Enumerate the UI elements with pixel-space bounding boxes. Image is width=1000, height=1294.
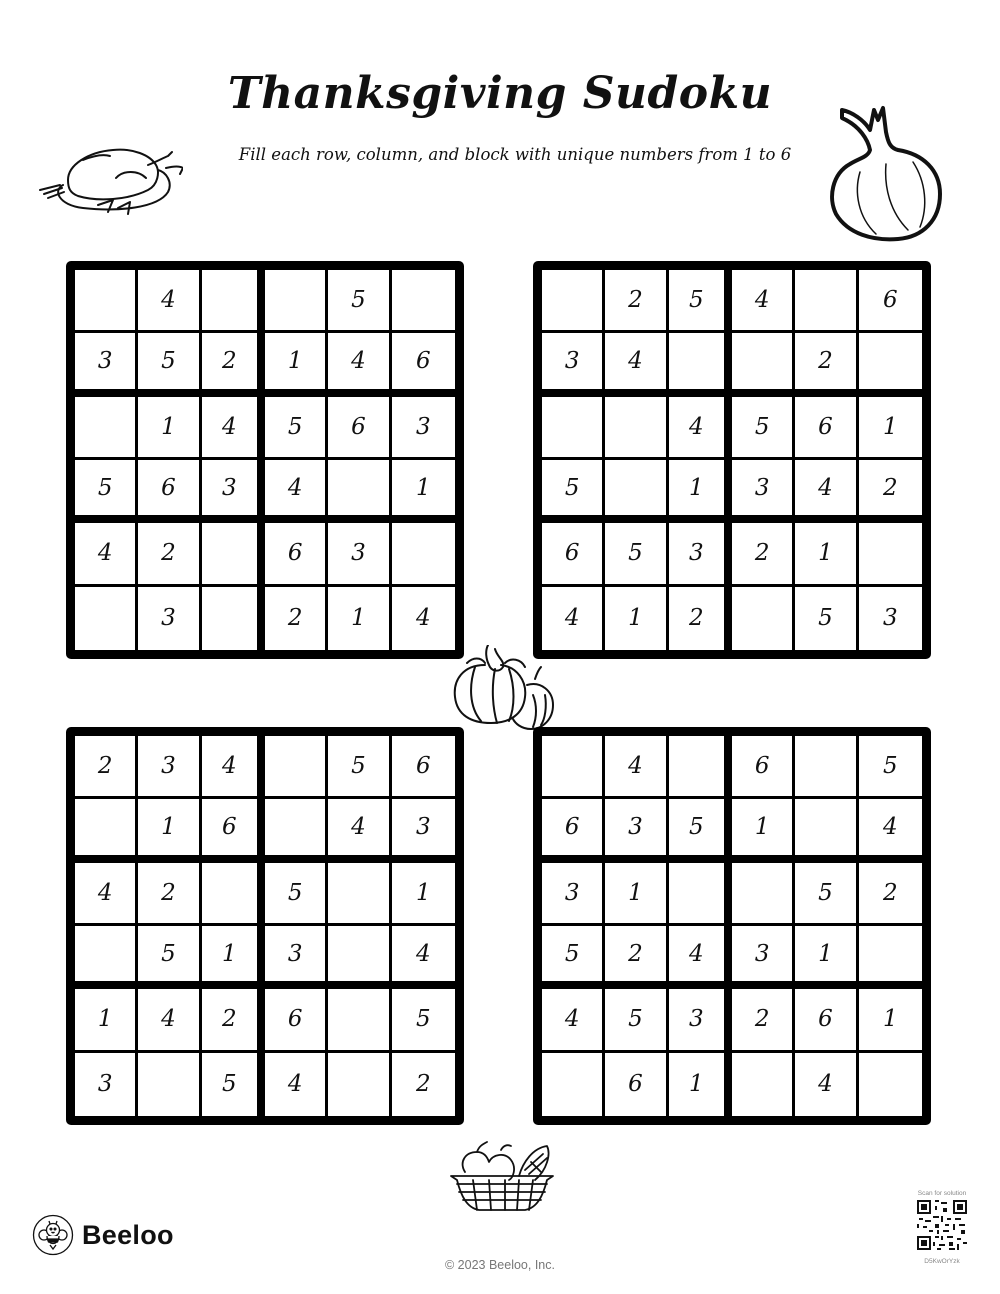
qr-code-id: D5KwOrYzk	[924, 1258, 960, 1265]
sudoku-cell[interactable]: 5	[138, 926, 201, 989]
sudoku-cell[interactable]: 3	[265, 926, 328, 989]
sudoku-cell[interactable]: 4	[75, 523, 138, 586]
sudoku-cell[interactable]: 1	[392, 863, 455, 926]
sudoku-cell[interactable]: 1	[328, 587, 391, 650]
onion-icon	[828, 102, 946, 242]
sudoku-cell[interactable]: 1	[732, 799, 795, 862]
sudoku-cell[interactable]: 2	[669, 587, 732, 650]
sudoku-cell[interactable]: 6	[859, 270, 922, 333]
sudoku-cell[interactable]: 4	[392, 587, 455, 650]
solution-qr[interactable]	[913, 1190, 971, 1265]
sudoku-cell[interactable]: 4	[795, 1053, 858, 1116]
sudoku-cell[interactable]	[795, 270, 858, 333]
sudoku-cell[interactable]: 6	[795, 989, 858, 1052]
sudoku-cell[interactable]: 4	[859, 799, 922, 862]
sudoku-cell[interactable]	[75, 270, 138, 333]
sudoku-cell[interactable]: 6	[392, 736, 455, 799]
sudoku-cell[interactable]: 6	[392, 333, 455, 396]
sudoku-cell[interactable]	[859, 1053, 922, 1116]
sudoku-cell[interactable]: 6	[542, 799, 605, 862]
sudoku-cell[interactable]	[732, 587, 795, 650]
sudoku-cell[interactable]: 2	[392, 1053, 455, 1116]
sudoku-cell[interactable]: 5	[328, 270, 391, 333]
page-title: Thanksgiving Sudoku	[227, 68, 773, 119]
sudoku-cell[interactable]: 6	[605, 1053, 668, 1116]
sudoku-cell[interactable]: 1	[669, 460, 732, 523]
sudoku-cell[interactable]: 5	[265, 397, 328, 460]
sudoku-cell[interactable]: 2	[605, 926, 668, 989]
sudoku-cell[interactable]: 3	[138, 736, 201, 799]
sudoku-cell[interactable]: 3	[328, 523, 391, 586]
sudoku-cell[interactable]: 4	[265, 460, 328, 523]
sudoku-cell[interactable]: 2	[75, 736, 138, 799]
sudoku-cell[interactable]: 4	[138, 989, 201, 1052]
sudoku-cell[interactable]: 3	[75, 333, 138, 396]
sudoku-cell[interactable]: 1	[75, 989, 138, 1052]
sudoku-cell[interactable]: 5	[795, 863, 858, 926]
sudoku-cell[interactable]: 6	[265, 523, 328, 586]
sudoku-cell[interactable]	[542, 270, 605, 333]
sudoku-cell[interactable]: 5	[542, 926, 605, 989]
sudoku-cell[interactable]	[328, 863, 391, 926]
sudoku-cell[interactable]	[138, 1053, 201, 1116]
sudoku-cell[interactable]	[202, 587, 265, 650]
sudoku-cell[interactable]: 3	[75, 1053, 138, 1116]
sudoku-cell[interactable]	[542, 736, 605, 799]
sudoku-cell[interactable]: 5	[669, 270, 732, 333]
sudoku-cell[interactable]: 5	[732, 397, 795, 460]
brand-name: Beeloo	[82, 1219, 174, 1250]
sudoku-cell[interactable]: 1	[265, 333, 328, 396]
sudoku-cell[interactable]	[732, 333, 795, 396]
sudoku-cell[interactable]: 4	[605, 333, 668, 396]
sudoku-cell[interactable]	[202, 863, 265, 926]
sudoku-cell[interactable]: 2	[859, 460, 922, 523]
sudoku-cell[interactable]: 4	[202, 736, 265, 799]
sudoku-cell[interactable]: 4	[265, 1053, 328, 1116]
sudoku-cell[interactable]: 4	[138, 270, 201, 333]
sudoku-cell[interactable]: 5	[795, 587, 858, 650]
sudoku-grid-1	[66, 261, 464, 659]
sudoku-cell[interactable]: 6	[328, 397, 391, 460]
sudoku-cell[interactable]: 4	[795, 460, 858, 523]
sudoku-cell[interactable]: 2	[732, 989, 795, 1052]
sudoku-cell[interactable]: 2	[605, 270, 668, 333]
sudoku-cell[interactable]: 1	[795, 523, 858, 586]
sudoku-cell[interactable]	[392, 523, 455, 586]
sudoku-cell[interactable]	[605, 460, 668, 523]
sudoku-cell[interactable]: 3	[669, 523, 732, 586]
sudoku-cell[interactable]: 2	[859, 863, 922, 926]
qr-label: Scan for solution	[917, 1190, 967, 1197]
sudoku-cell[interactable]	[75, 587, 138, 650]
sudoku-cell[interactable]: 5	[669, 799, 732, 862]
sudoku-cell[interactable]: 2	[202, 989, 265, 1052]
sudoku-cell[interactable]: 5	[75, 460, 138, 523]
sudoku-cell[interactable]: 6	[732, 736, 795, 799]
sudoku-cell[interactable]: 1	[605, 863, 668, 926]
sudoku-cell[interactable]	[859, 333, 922, 396]
brand-logo	[32, 1214, 174, 1256]
sudoku-cell[interactable]	[75, 799, 138, 862]
sudoku-cell[interactable]: 1	[859, 989, 922, 1052]
sudoku-grid-4	[533, 727, 931, 1125]
sudoku-cell[interactable]	[328, 926, 391, 989]
sudoku-cell[interactable]: 6	[265, 989, 328, 1052]
sudoku-cell[interactable]: 4	[542, 989, 605, 1052]
sudoku-cell[interactable]	[392, 270, 455, 333]
sudoku-cell[interactable]: 5	[265, 863, 328, 926]
sudoku-cell[interactable]: 5	[605, 989, 668, 1052]
sudoku-cell[interactable]: 3	[732, 926, 795, 989]
sudoku-cell[interactable]	[75, 926, 138, 989]
sudoku-cell[interactable]: 3	[732, 460, 795, 523]
sudoku-cell[interactable]: 2	[795, 333, 858, 396]
sudoku-cell[interactable]: 1	[138, 397, 201, 460]
sudoku-cell[interactable]: 4	[202, 397, 265, 460]
sudoku-cell[interactable]: 2	[202, 333, 265, 396]
sudoku-cell[interactable]	[669, 863, 732, 926]
sudoku-cell[interactable]	[669, 736, 732, 799]
sudoku-cell[interactable]: 4	[328, 799, 391, 862]
sudoku-cell[interactable]: 3	[392, 799, 455, 862]
sudoku-cell[interactable]	[732, 1053, 795, 1116]
sudoku-cell[interactable]	[795, 799, 858, 862]
sudoku-cell[interactable]	[542, 397, 605, 460]
sudoku-cell[interactable]: 5	[859, 736, 922, 799]
sudoku-cell[interactable]: 3	[669, 989, 732, 1052]
sudoku-cell[interactable]: 5	[202, 1053, 265, 1116]
bee-icon	[32, 1214, 74, 1256]
sudoku-cell[interactable]: 3	[542, 333, 605, 396]
sudoku-grid-2	[533, 261, 931, 659]
sudoku-cell[interactable]: 4	[669, 926, 732, 989]
sudoku-cell[interactable]: 3	[392, 397, 455, 460]
sudoku-cell[interactable]: 2	[138, 863, 201, 926]
basket-icon	[447, 1140, 557, 1212]
sudoku-cell[interactable]: 1	[669, 1053, 732, 1116]
sudoku-cell[interactable]: 1	[795, 926, 858, 989]
sudoku-cell[interactable]: 3	[605, 799, 668, 862]
sudoku-cell[interactable]	[732, 863, 795, 926]
sudoku-cell[interactable]	[75, 397, 138, 460]
sudoku-cell[interactable]: 4	[605, 736, 668, 799]
qr-code-icon	[917, 1200, 967, 1250]
sudoku-cell[interactable]: 1	[859, 397, 922, 460]
sudoku-cell[interactable]: 5	[138, 333, 201, 396]
sudoku-cell[interactable]: 3	[138, 587, 201, 650]
sudoku-cell[interactable]: 5	[542, 460, 605, 523]
sudoku-cell[interactable]	[795, 736, 858, 799]
sudoku-cell[interactable]	[859, 926, 922, 989]
sudoku-cell[interactable]	[669, 333, 732, 396]
sudoku-cell[interactable]: 3	[859, 587, 922, 650]
sudoku-cell[interactable]: 4	[669, 397, 732, 460]
sudoku-cell[interactable]: 6	[202, 799, 265, 862]
sudoku-cell[interactable]: 2	[138, 523, 201, 586]
sudoku-cell[interactable]: 4	[542, 587, 605, 650]
copyright: © 2023 Beeloo, Inc.	[445, 1258, 555, 1272]
sudoku-cell[interactable]	[605, 397, 668, 460]
sudoku-cell[interactable]	[265, 270, 328, 333]
sudoku-cell[interactable]: 5	[328, 736, 391, 799]
sudoku-cell[interactable]: 4	[392, 926, 455, 989]
sudoku-cell[interactable]	[202, 270, 265, 333]
sudoku-cell[interactable]: 4	[328, 333, 391, 396]
sudoku-cell[interactable]: 5	[392, 989, 455, 1052]
sudoku-cell[interactable]	[202, 523, 265, 586]
sudoku-cell[interactable]: 2	[732, 523, 795, 586]
sudoku-cell[interactable]: 2	[265, 587, 328, 650]
turkey-icon	[38, 130, 183, 215]
instructions: Fill each row, column, and block with unique numbers from 1 to 6	[238, 145, 792, 164]
sudoku-cell[interactable]	[328, 1053, 391, 1116]
sudoku-grid-3	[66, 727, 464, 1125]
sudoku-cell[interactable]: 6	[542, 523, 605, 586]
sudoku-cell[interactable]: 4	[75, 863, 138, 926]
sudoku-cell[interactable]	[328, 989, 391, 1052]
sudoku-cell[interactable]: 6	[138, 460, 201, 523]
sudoku-cell[interactable]: 5	[605, 523, 668, 586]
sudoku-cell[interactable]: 1	[202, 926, 265, 989]
sudoku-cell[interactable]	[265, 736, 328, 799]
sudoku-cell[interactable]: 1	[392, 460, 455, 523]
sudoku-cell[interactable]: 4	[732, 270, 795, 333]
sudoku-cell[interactable]	[265, 799, 328, 862]
sudoku-cell[interactable]: 1	[138, 799, 201, 862]
sudoku-cell[interactable]	[859, 523, 922, 586]
sudoku-cell[interactable]	[542, 1053, 605, 1116]
sudoku-cell[interactable]: 3	[542, 863, 605, 926]
sudoku-cell[interactable]	[328, 460, 391, 523]
sudoku-cell[interactable]: 6	[795, 397, 858, 460]
sudoku-cell[interactable]: 1	[605, 587, 668, 650]
sudoku-cell[interactable]: 3	[202, 460, 265, 523]
